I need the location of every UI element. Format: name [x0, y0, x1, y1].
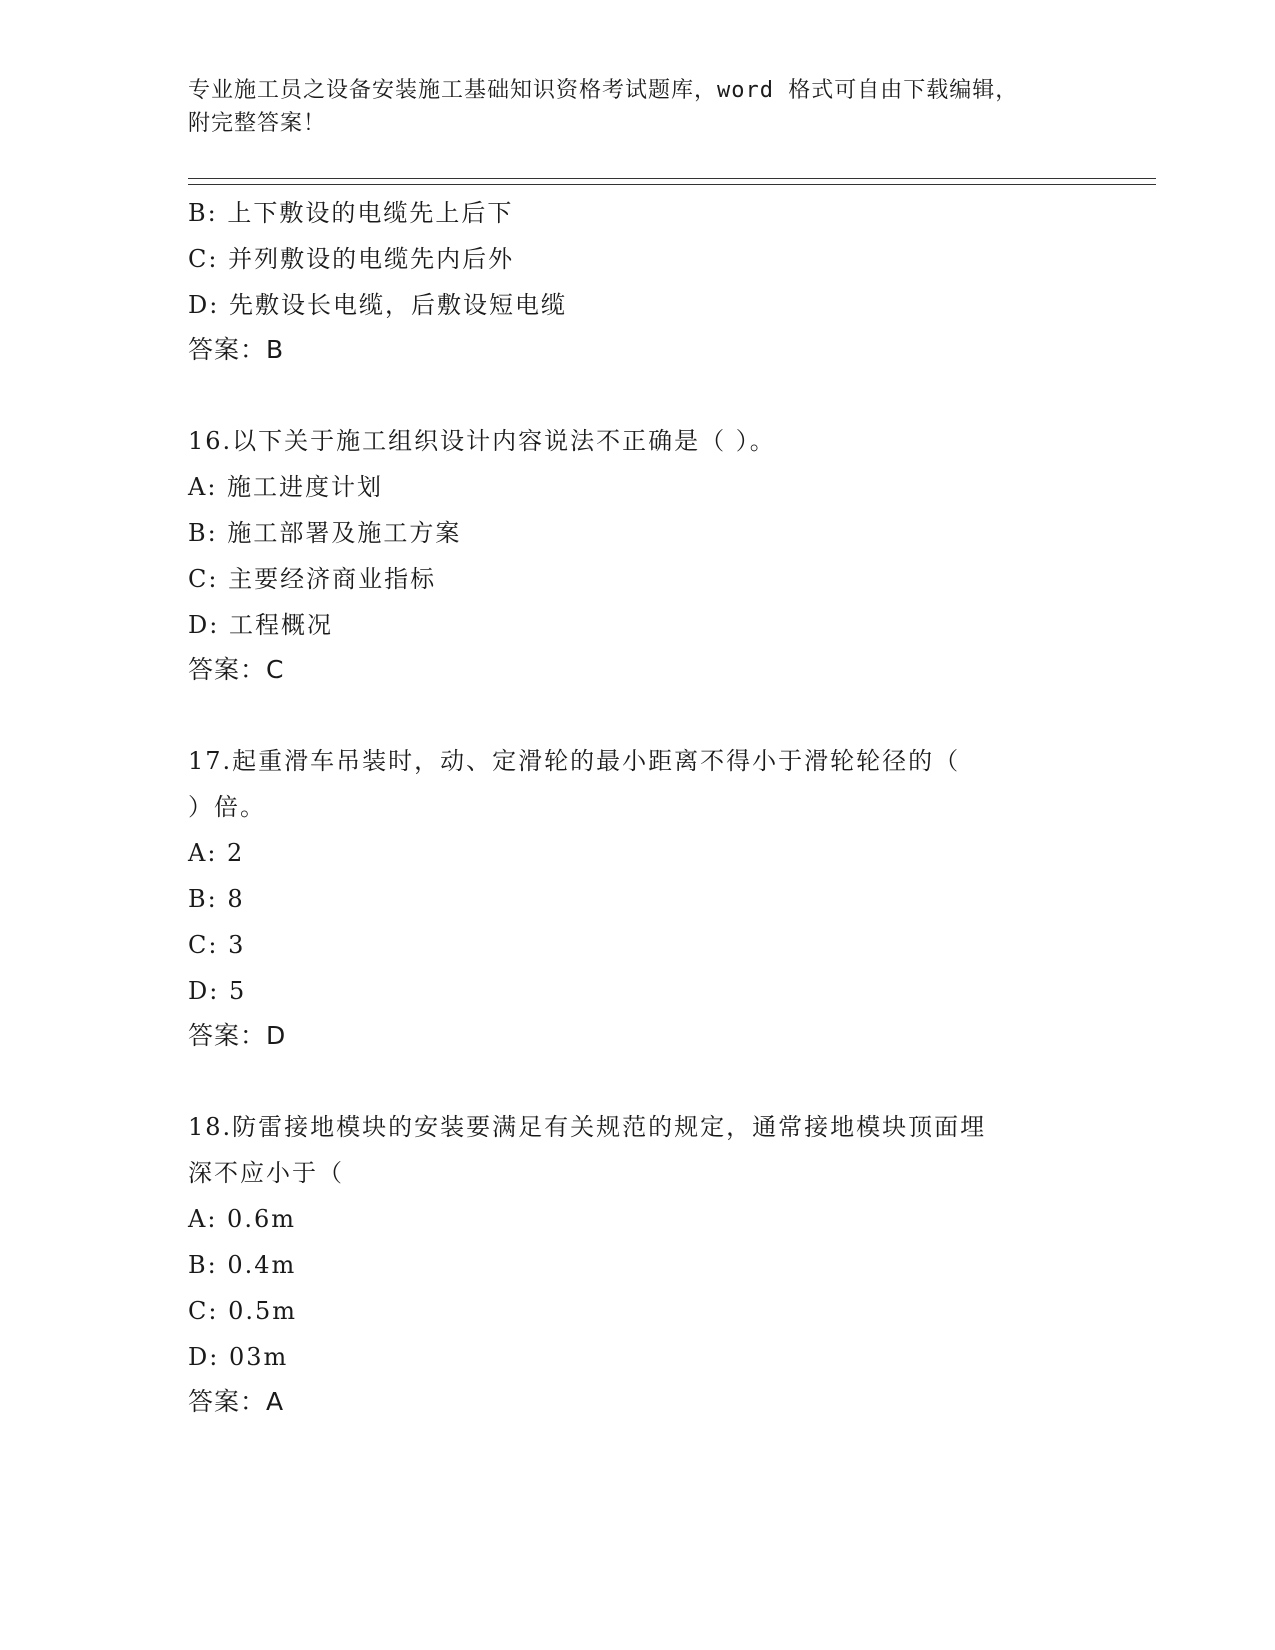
option-a: A: 0.6m: [188, 1205, 296, 1233]
option-c: C: 主要经济商业指标: [188, 565, 437, 593]
option-b: B: 8: [188, 885, 245, 913]
question-list: [188, 190, 1088, 1424]
question-stem: 16.以下关于施工组织设计内容说法不正确是（ ）。: [188, 427, 776, 455]
question-stem-line-2: 深不应小于（: [188, 1159, 344, 1187]
document-header: [188, 74, 1088, 140]
option-a: A: 施工进度计划: [188, 473, 384, 501]
header-divider-top: [188, 178, 1156, 179]
answer-line: 答案：D: [188, 1021, 287, 1050]
option-c: C: 0.5m: [188, 1297, 298, 1325]
question-stem-line-1: 17.起重滑车吊装时，动、定滑轮的最小距离不得小于滑轮轮径的（: [188, 747, 961, 775]
option-b: B: 上下敷设的电缆先上后下: [188, 199, 514, 227]
option-d: D: 工程概况: [188, 611, 333, 639]
header-line-1: 专业施工员之设备安装施工基础知识资格考试题库，word 格式可自由下载编辑，: [188, 78, 1019, 103]
header-divider-bottom: [188, 184, 1156, 185]
question-16: [188, 418, 1088, 692]
option-c: C: 并列敷设的电缆先内后外: [188, 245, 515, 273]
option-d: D: 先敷设长电缆，后敷设短电缆: [188, 291, 567, 319]
header-line-2: 附完整答案！: [188, 111, 327, 136]
option-c: C: 3: [188, 931, 246, 959]
question-stem-line-1: 18.防雷接地模块的安装要满足有关规范的规定，通常接地模块顶面埋: [188, 1113, 987, 1141]
question-15-continued: [188, 190, 1088, 372]
option-a: A: 2: [188, 839, 245, 867]
option-d: D: 5: [188, 977, 247, 1005]
option-b: B: 施工部署及施工方案: [188, 519, 462, 547]
question-17: [188, 738, 1088, 1058]
answer-line: 答案：A: [188, 1387, 285, 1416]
question-stem-line-2: ）倍。: [188, 793, 266, 821]
answer-line: 答案：B: [188, 335, 285, 364]
option-b: B: 0.4m: [188, 1251, 297, 1279]
answer-line: 答案：C: [188, 655, 285, 684]
option-d: D: 03m: [188, 1343, 289, 1371]
question-18: [188, 1104, 1088, 1424]
